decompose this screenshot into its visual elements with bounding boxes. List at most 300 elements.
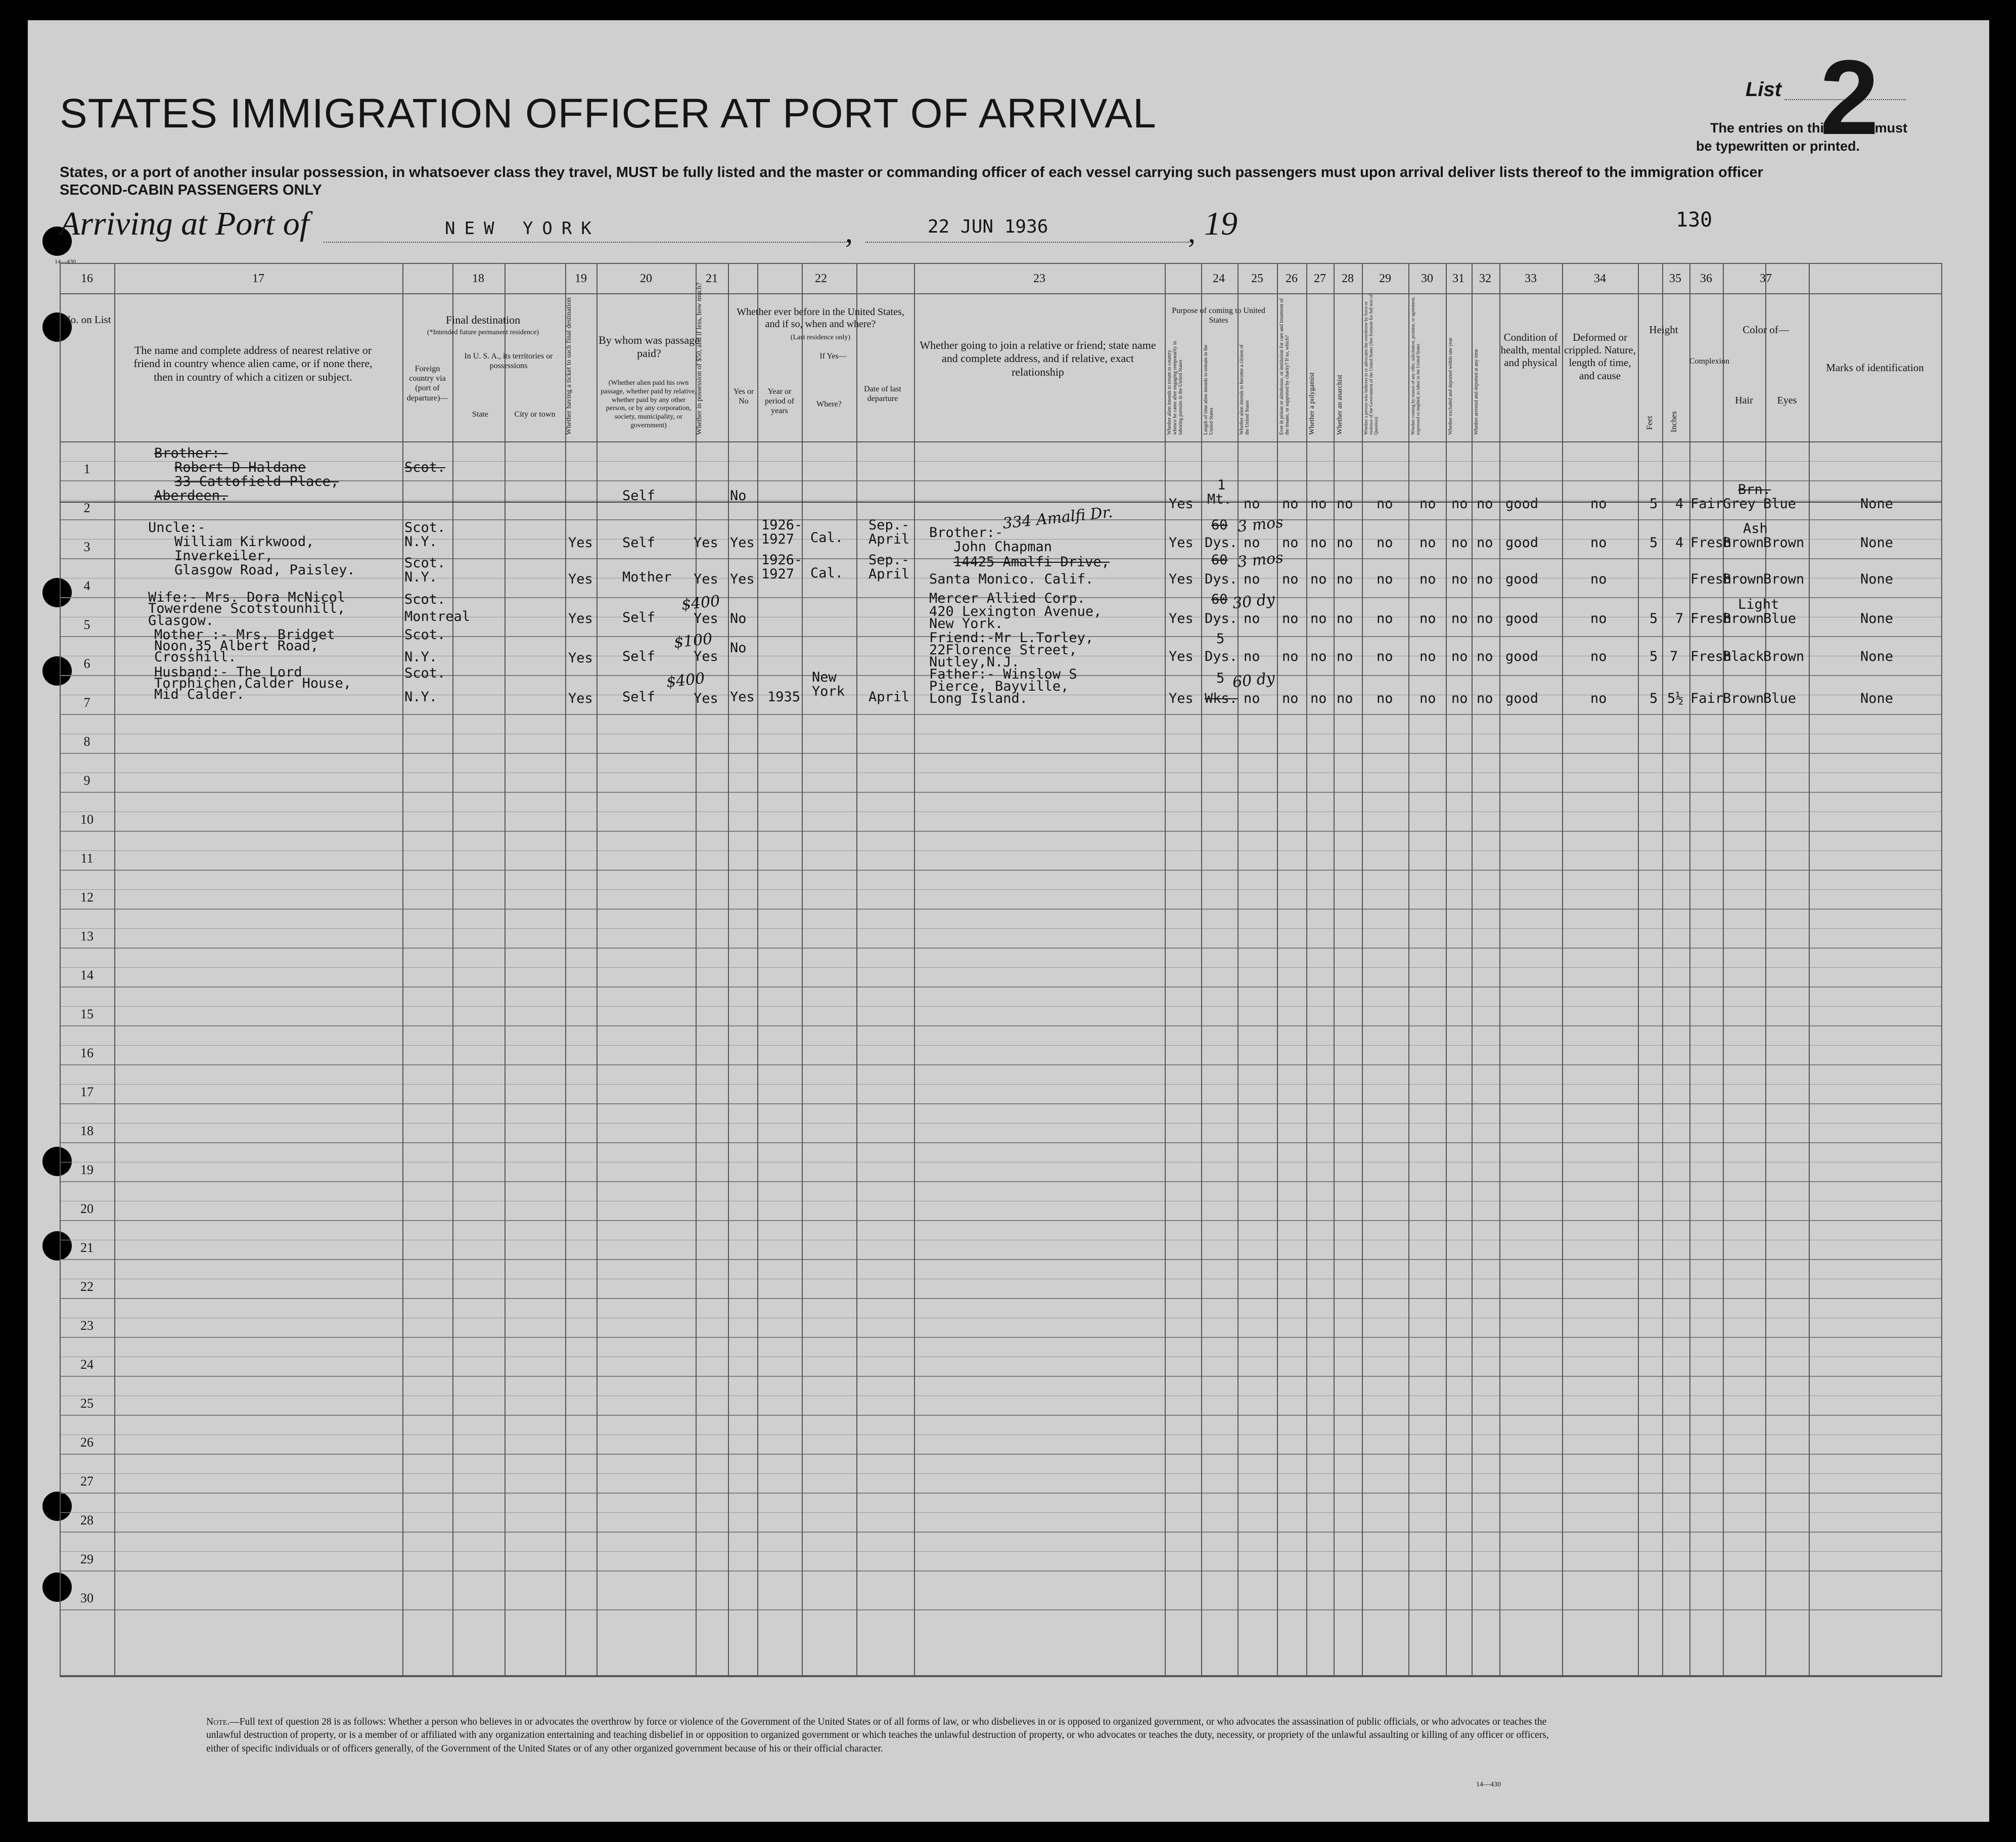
r5-eyes: Brown xyxy=(1763,649,1805,664)
header-nearest-relative: The name and complete address of nearest relative or friend in country whence alien came, or if none there, then in country of which a citizen or subject. xyxy=(133,344,373,383)
column-number: 35 xyxy=(1669,272,1681,285)
r6-where: New York xyxy=(812,669,845,700)
r5-inches: 7 xyxy=(1670,649,1678,664)
row-half-rule xyxy=(60,1551,1942,1552)
header-marks: Marks of identification xyxy=(1826,362,1924,374)
row-half-rule xyxy=(60,1084,1942,1085)
row-rule xyxy=(60,1493,1942,1494)
r5-relative-3: Crosshill. xyxy=(154,649,237,665)
header-city: City or town xyxy=(514,410,556,419)
r2-hair: Brown xyxy=(1723,535,1764,551)
r2-anarchist: no xyxy=(1337,535,1353,551)
r6-anarchist: no xyxy=(1337,691,1353,706)
r4-length-qty: 60 xyxy=(1211,592,1228,607)
header-before-in-us: Whether ever before in the United States, and if so, when and where? xyxy=(737,306,904,330)
column-rule xyxy=(1638,263,1639,1676)
column-number: 30 xyxy=(1421,272,1433,285)
header-yes-or-no: Yes or No xyxy=(733,387,754,406)
r5-fifty: Yes xyxy=(694,649,718,664)
row-rule xyxy=(60,753,1942,754)
row-number: 5 xyxy=(83,617,90,632)
header-passage-note: (Whether alien paid his own passage, whether paid by relative, whether paid by any other person, or by any corporation, society, municipality, or government) xyxy=(601,379,697,429)
row-number: 1 xyxy=(83,462,90,476)
r3-state: N.Y. xyxy=(404,569,438,585)
r2-join-1: Brother:- xyxy=(929,525,1003,541)
r5-state: N.Y. xyxy=(404,649,438,665)
r2-feet: 5 xyxy=(1650,535,1658,551)
r3-hair: Brown xyxy=(1723,571,1764,587)
comma: , xyxy=(845,215,853,249)
row-half-rule xyxy=(60,1512,1942,1513)
column-number: 37 xyxy=(1760,272,1772,285)
row-rule xyxy=(60,1181,1942,1182)
r4-hair: Brown xyxy=(1723,611,1764,626)
row-number: 23 xyxy=(80,1318,94,1333)
row-number: 30 xyxy=(80,1591,94,1605)
r4-deformed: no xyxy=(1590,611,1607,626)
r5-paid-by: Self xyxy=(622,649,656,664)
r4-relative-3: Glasgow. xyxy=(148,613,214,628)
r6-hair: Brown xyxy=(1723,691,1764,706)
column-rule xyxy=(1334,263,1335,1676)
r1-length-unit: Mt. xyxy=(1207,491,1232,507)
row-half-rule xyxy=(60,1123,1942,1124)
r4-q29: no xyxy=(1419,611,1436,626)
ledger-top-rule xyxy=(60,263,1942,264)
r5-health: good xyxy=(1505,649,1539,664)
r1-length-qty: 1 xyxy=(1217,477,1226,493)
header-height: Height xyxy=(1649,324,1678,336)
column-rule xyxy=(1662,263,1663,1676)
r3-country: Scot. xyxy=(404,555,446,571)
row-number: 14 xyxy=(80,968,94,982)
r6-ticket: Yes xyxy=(568,691,593,706)
r6-q31: no xyxy=(1477,691,1493,706)
column-number: 21 xyxy=(706,272,718,285)
r6-handwritten-amount: $400 xyxy=(665,669,706,691)
row-number: 9 xyxy=(83,773,90,788)
r5-handwritten-amount: $100 xyxy=(673,630,713,652)
r2-where: Cal. xyxy=(810,530,844,546)
row-rule xyxy=(60,1064,1942,1065)
r1-hair-above: Brn. xyxy=(1738,482,1771,498)
r1-deformed: no xyxy=(1590,496,1607,512)
header-intends-return: Whether alien intends to return to country whence he came after engaging temporarily in laboring pursuits in the United States xyxy=(1167,341,1183,435)
column-rule xyxy=(1723,263,1724,1676)
row-number: 22 xyxy=(80,1279,94,1294)
column-rule xyxy=(856,263,857,1676)
r5-citizen: no xyxy=(1244,649,1260,664)
r3-years: 1926-1927 xyxy=(761,552,803,582)
column-number: 33 xyxy=(1525,272,1537,285)
r5-join-3: Nutley,N.J. xyxy=(929,654,1020,670)
row-half-rule xyxy=(60,967,1942,968)
r3-anarchist: no xyxy=(1337,571,1353,587)
r5-q30: no xyxy=(1451,649,1468,664)
page-title: STATES IMMIGRATION OFFICER AT PORT OF ARRIVAL xyxy=(60,91,1157,137)
column-rule xyxy=(1765,263,1766,1676)
header-complexion: Complexion xyxy=(1689,357,1730,366)
column-rule xyxy=(1472,263,1473,1676)
row-half-rule xyxy=(60,889,1942,890)
r3-relative-1: Glasgow Road, Paisley. xyxy=(174,562,355,578)
passenger-ledger xyxy=(60,263,1942,1676)
row-rule xyxy=(60,480,1942,481)
header-last-departure: Date of last departure xyxy=(864,385,901,403)
r1-q30: no xyxy=(1451,496,1468,512)
r1-prison: no xyxy=(1282,496,1299,512)
column-rule xyxy=(1408,263,1409,1676)
r6-prison: no xyxy=(1282,691,1299,706)
r2-country: Scot. xyxy=(404,520,446,535)
header-prison: Ever in prison or almshouse, or institution for care and treatment of the insane, or supported by charity? If so, which? xyxy=(1279,298,1290,435)
r1-citizen: no xyxy=(1244,496,1260,512)
r6-purpose-return: Yes xyxy=(1169,691,1194,706)
header-inches: Inches xyxy=(1670,411,1678,432)
r1-relative-2: Robert D Haldane xyxy=(174,460,306,475)
r4-polygamist: no xyxy=(1310,611,1327,626)
row-rule xyxy=(60,986,1942,987)
r2-relative-1: Uncle:- xyxy=(148,520,206,535)
header-year-period: Year or period of years xyxy=(764,387,795,416)
r4-q31: no xyxy=(1477,611,1493,626)
r2-relative-2: William Kirkwood, xyxy=(174,534,314,550)
r4-inches: 7 xyxy=(1675,611,1684,626)
header-no-on-list: No. on List xyxy=(63,313,111,326)
column-rule xyxy=(914,263,915,1676)
r1-inches: 4 xyxy=(1675,496,1684,512)
r2-handwritten-length: 3 mos xyxy=(1236,513,1285,536)
r2-polygamist: no xyxy=(1310,535,1327,551)
r1-before-yn: No xyxy=(730,488,747,504)
r5-complexion: Fresh xyxy=(1690,649,1732,664)
r2-hair-above: Ash xyxy=(1743,521,1768,536)
r5-length-qty: 5 xyxy=(1216,631,1225,647)
r3-q29: no xyxy=(1419,571,1436,587)
column-number: 36 xyxy=(1700,272,1712,285)
column-number: 18 xyxy=(472,272,484,285)
date-stamp: 22 JUN 1936 xyxy=(928,216,1048,237)
row-rule xyxy=(60,909,1942,910)
typewritten-note-line1: The entries on this sheet must xyxy=(1710,120,1908,136)
r4-prison: no xyxy=(1282,611,1299,626)
r4-eyes: Blue xyxy=(1763,611,1797,626)
header-passage-paid: By whom was passage paid? xyxy=(599,334,700,360)
row-number: 24 xyxy=(80,1357,94,1372)
column-rule xyxy=(402,263,403,1676)
row-rule xyxy=(60,1415,1942,1416)
row-rule xyxy=(60,1570,1942,1571)
r1-q31: no xyxy=(1477,496,1493,512)
page-number: 130 xyxy=(1676,208,1713,232)
r6-relative-2: Torphichen,Calder House, xyxy=(154,676,352,691)
r6-health: good xyxy=(1505,691,1539,706)
r2-citizen: no xyxy=(1244,535,1260,551)
header-deformed: Deformed or crippled. Nature, length of time, and cause xyxy=(1564,331,1636,382)
header-become-citizen: Whether alien intends to become a citizen of the United States xyxy=(1239,344,1250,435)
r2-prison: no xyxy=(1282,535,1299,551)
r6-relative-1: Husband:- The Lord xyxy=(154,664,302,680)
r6-before-yn: Yes xyxy=(730,689,755,705)
row-number: 26 xyxy=(80,1435,94,1450)
r6-complexion: Fair xyxy=(1690,691,1724,706)
r6-handwritten-length: 60 dy xyxy=(1231,669,1276,692)
row-number: 17 xyxy=(80,1085,94,1099)
r4-handwritten-length: 30 dy xyxy=(1231,590,1276,613)
column-rule xyxy=(1238,263,1239,1676)
r4-ticket: Yes xyxy=(568,611,593,626)
r2-handwritten-address: 334 Amalfi Dr. xyxy=(1001,503,1114,533)
r1-complexion: Fair xyxy=(1690,496,1724,512)
r1-q29: no xyxy=(1419,496,1436,512)
r6-join-1: Father:- Winslow S xyxy=(929,666,1077,682)
header-health: Condition of health, mental and physical xyxy=(1500,331,1561,369)
column-rule xyxy=(802,263,803,1676)
column-number: 20 xyxy=(640,272,652,285)
r4-marks: None xyxy=(1860,611,1894,626)
row-half-rule xyxy=(60,1006,1942,1007)
header-q29: Whether coming by reason of any offer, solicitation, promise, or agreement, expressed or implied, to labor in the United States xyxy=(1410,296,1421,435)
r4-join-2: 420 Lexington Avenue, xyxy=(929,604,1102,619)
column-rule xyxy=(505,263,506,1676)
r2-ticket: Yes xyxy=(568,535,593,551)
row-rule xyxy=(60,831,1942,832)
r2-state: N.Y. xyxy=(404,534,438,550)
r4-complexion: Fresh xyxy=(1690,611,1732,626)
row-rule xyxy=(60,1454,1942,1455)
row-rule xyxy=(60,1220,1942,1221)
r5-anarchist: no xyxy=(1337,649,1353,664)
row-number: 18 xyxy=(80,1124,94,1138)
header-length-stay: Length of time alien intends to remain in the United States xyxy=(1203,344,1214,435)
row-number: 28 xyxy=(80,1513,94,1527)
row-rule xyxy=(60,519,1942,520)
footnote-text: —Full text of question 28 is as follows: Whether a person who believes in or advocates the overthrow by force or violence of the Government of the United States or of all forms of law, or who disbelieves in or is opposed to organized government, or who advocates the assassination of public officials, or who advocates or teaches the unlawful destruction of property, or is a member of or affiliated with any organization entertaining and teaching disbelief in or opposition to organized government or which teaches the unlawful destruction of property, or who advocates or teaches the duty, necessity, or propriety of the unlawful assaulting or killing of any officer or officers, either of specific individuals or of officers generally, of the Government of the United States or of any other organized government because of his or their official character. xyxy=(206,1717,1549,1754)
column-number: 28 xyxy=(1342,272,1354,285)
r2-join-2: John Chapman xyxy=(953,539,1052,555)
header-eyes: Eyes xyxy=(1777,395,1797,406)
r1-hair: Grey xyxy=(1723,496,1756,512)
r5-marks: None xyxy=(1860,649,1894,664)
r6-q29: no xyxy=(1419,691,1436,706)
r5-q28: no xyxy=(1377,649,1393,664)
column-rule xyxy=(114,263,115,1676)
r1-anarchist: no xyxy=(1337,496,1353,512)
r6-length-qty: 5 xyxy=(1216,670,1225,686)
r4-join-1: Mercer Allied Corp. xyxy=(929,591,1085,606)
column-rule xyxy=(1562,263,1563,1676)
column-rule xyxy=(1201,263,1202,1676)
r6-citizen: no xyxy=(1244,691,1260,706)
r2-length-qty: 60 xyxy=(1211,517,1228,533)
row-rule xyxy=(60,1259,1942,1260)
row-half-rule xyxy=(60,850,1942,851)
header-final-destination: Final destination xyxy=(445,313,521,326)
r2-fifty: Yes xyxy=(694,535,718,551)
row-number: 3 xyxy=(83,540,90,554)
r3-citizen: no xyxy=(1244,571,1260,587)
r3-length-qty: 60 xyxy=(1211,552,1228,568)
r4-paid-by: Self xyxy=(622,610,656,625)
r5-purpose-return: Yes xyxy=(1169,649,1194,664)
r1-marks: None xyxy=(1860,496,1894,512)
row-rule xyxy=(60,1298,1942,1299)
header-feet: Feet xyxy=(1645,416,1654,430)
r1-relative-1: Brother:- xyxy=(154,445,228,461)
row-rule xyxy=(60,1376,1942,1377)
r4-join-3: New York. xyxy=(929,616,1003,632)
row-number: 27 xyxy=(80,1474,94,1489)
row-number: 12 xyxy=(80,890,94,905)
r2-inches: 4 xyxy=(1675,535,1684,551)
r1-paid-by: Self xyxy=(622,488,656,504)
r1-country: Scot. xyxy=(404,460,446,475)
row-half-rule xyxy=(60,1473,1942,1474)
r3-fifty: Yes xyxy=(694,571,718,587)
r3-departure: Sep.-April xyxy=(868,552,910,582)
header-anarchist: Whether an anarchist xyxy=(1336,375,1344,435)
r4-relative-2: Towerdene Scotstounhill, xyxy=(148,601,346,616)
header-bottom-rule xyxy=(60,441,1942,442)
r3-health: good xyxy=(1505,571,1539,587)
row-rule xyxy=(60,792,1942,793)
header-excluded: Whether excluded and deported within one year xyxy=(1448,337,1453,435)
r5-feet: 5 xyxy=(1650,649,1658,664)
row-rule xyxy=(60,1025,1942,1026)
comma: , xyxy=(1188,215,1196,249)
ledger-bottom-rule xyxy=(60,1675,1942,1677)
header-q28: Whether a person who believes in or advocates the overthrow by force or violence of the Government of the United States (See footnote for full text of Question) xyxy=(1363,294,1379,435)
r4-feet: 5 xyxy=(1650,611,1658,626)
row-rule xyxy=(60,870,1942,871)
r2-health: good xyxy=(1505,535,1539,551)
r6-length-unit: Wks. xyxy=(1205,691,1238,706)
r5-deformed: no xyxy=(1590,649,1607,664)
r2-q31: no xyxy=(1477,535,1493,551)
r1-relative-4: Aberdeen. xyxy=(154,488,228,504)
r4-anarchist: no xyxy=(1337,611,1353,626)
column-number: 16 xyxy=(81,272,93,285)
row-number: 29 xyxy=(80,1552,94,1566)
r1-purpose-return: Yes xyxy=(1169,496,1194,512)
r3-polygamist: no xyxy=(1310,571,1327,587)
r4-length-unit: Dys. xyxy=(1205,611,1238,626)
r1-eyes: Blue xyxy=(1763,496,1797,512)
r2-q30: no xyxy=(1451,535,1468,551)
column-number: 29 xyxy=(1379,272,1391,285)
row-half-rule xyxy=(60,928,1942,929)
instructions-line: States, or a port of another insular possession, in whatsoever class they travel, MUST be fully listed and the master or commanding officer of each vessel carrying such passengers must upon arrival deliver lists thereof to the immigration officer xyxy=(60,164,1763,181)
column-rule xyxy=(1362,263,1363,1676)
r4-citizen: no xyxy=(1244,611,1260,626)
r3-eyes: Brown xyxy=(1763,571,1805,587)
r4-health: good xyxy=(1505,611,1539,626)
header-if-yes: If Yes— xyxy=(819,352,847,361)
column-rule xyxy=(757,263,758,1676)
row-number: 19 xyxy=(80,1162,94,1177)
typewritten-note-line2: be typewritten or printed. xyxy=(1696,139,1860,154)
column-rule xyxy=(696,263,697,1676)
column-number: 31 xyxy=(1452,272,1464,285)
r3-join-addr: 14425 Amalfi Drive, xyxy=(953,554,1110,570)
header-state: State xyxy=(472,410,488,419)
r4-state: Montreal xyxy=(404,609,471,624)
row-rule xyxy=(60,1103,1942,1104)
r1-health: good xyxy=(1505,496,1539,512)
row-number: 15 xyxy=(80,1007,94,1021)
r3-paid-by: Mother xyxy=(622,569,672,585)
r3-before-yn: Yes xyxy=(730,571,755,587)
column-number: 25 xyxy=(1251,272,1263,285)
r6-join-3: Long Island. xyxy=(929,691,1028,706)
row-number: 8 xyxy=(83,734,90,749)
r5-join-1: Friend:-Mr L.Torley, xyxy=(929,630,1094,646)
column-rule xyxy=(565,263,566,1676)
row-number: 16 xyxy=(80,1046,94,1060)
r6-relative-3: Mid Calder. xyxy=(154,687,245,702)
column-number: 23 xyxy=(1033,272,1045,285)
row-number: 25 xyxy=(80,1396,94,1411)
row-rule xyxy=(60,948,1942,949)
r5-relative-2: Noon,35 Albert Road, xyxy=(154,638,319,654)
r2-length-unit: Dys. xyxy=(1205,535,1238,551)
header-ticket: Whether having a ticket to such final destination xyxy=(565,297,573,435)
r2-relative-3: Inverkeiler, xyxy=(174,548,273,564)
r3-purpose-return: Yes xyxy=(1169,571,1194,587)
r1-feet: 5 xyxy=(1650,496,1658,512)
r2-paid-by: Self xyxy=(622,535,656,551)
form-code: 14—430 xyxy=(1476,1781,1501,1788)
header-last-residence: (Last residence only) xyxy=(790,334,851,341)
row-half-rule xyxy=(60,461,1942,462)
column-number: 34 xyxy=(1594,272,1606,285)
column-rule xyxy=(1941,263,1942,1676)
r3-handwritten-length: 3 mos xyxy=(1236,549,1285,571)
r6-deformed: no xyxy=(1590,691,1607,706)
r3-q30: no xyxy=(1451,571,1468,587)
column-rule xyxy=(452,263,453,1676)
r3-where: Cal. xyxy=(810,565,844,581)
row-half-rule xyxy=(60,500,1942,501)
r3-q31: no xyxy=(1477,571,1493,587)
column-rule xyxy=(1809,263,1810,1676)
r2-departure: Sep.-April xyxy=(868,517,910,548)
header-fifty-dollars: Whether in possession of $50, and if less, how much? xyxy=(696,282,703,435)
arriving-label: Arriving at Port of xyxy=(60,205,309,242)
r5-prison: no xyxy=(1282,649,1299,664)
r2-q28: no xyxy=(1377,535,1393,551)
port-value: NEW YORK xyxy=(445,218,601,239)
column-number: 19 xyxy=(575,272,587,285)
r2-complexion: Fresh xyxy=(1690,535,1732,551)
r6-years: 1935 xyxy=(767,689,801,705)
r6-q28: no xyxy=(1377,691,1393,706)
header-hair: Hair xyxy=(1735,395,1753,406)
r5-q29: no xyxy=(1419,649,1436,664)
header-final-destination-note: (*Intended future permanent residence) xyxy=(427,329,539,336)
row-number: 4 xyxy=(83,578,90,593)
header-usa: In U. S. A., its territories or possessions xyxy=(464,352,553,371)
header-where: Where? xyxy=(816,400,842,409)
column-rule xyxy=(728,263,729,1676)
row-number: 6 xyxy=(83,656,90,671)
r5-polygamist: no xyxy=(1310,649,1327,664)
row-number: 13 xyxy=(80,929,94,944)
r4-before-yn: No xyxy=(730,611,747,626)
row-number: 20 xyxy=(80,1201,94,1216)
r6-join-2: Pierce, Bayville, xyxy=(929,679,1069,694)
header-join-relative: Whether going to join a relative or friend; state name and complete address, and if relative, exact relationship xyxy=(920,339,1156,378)
